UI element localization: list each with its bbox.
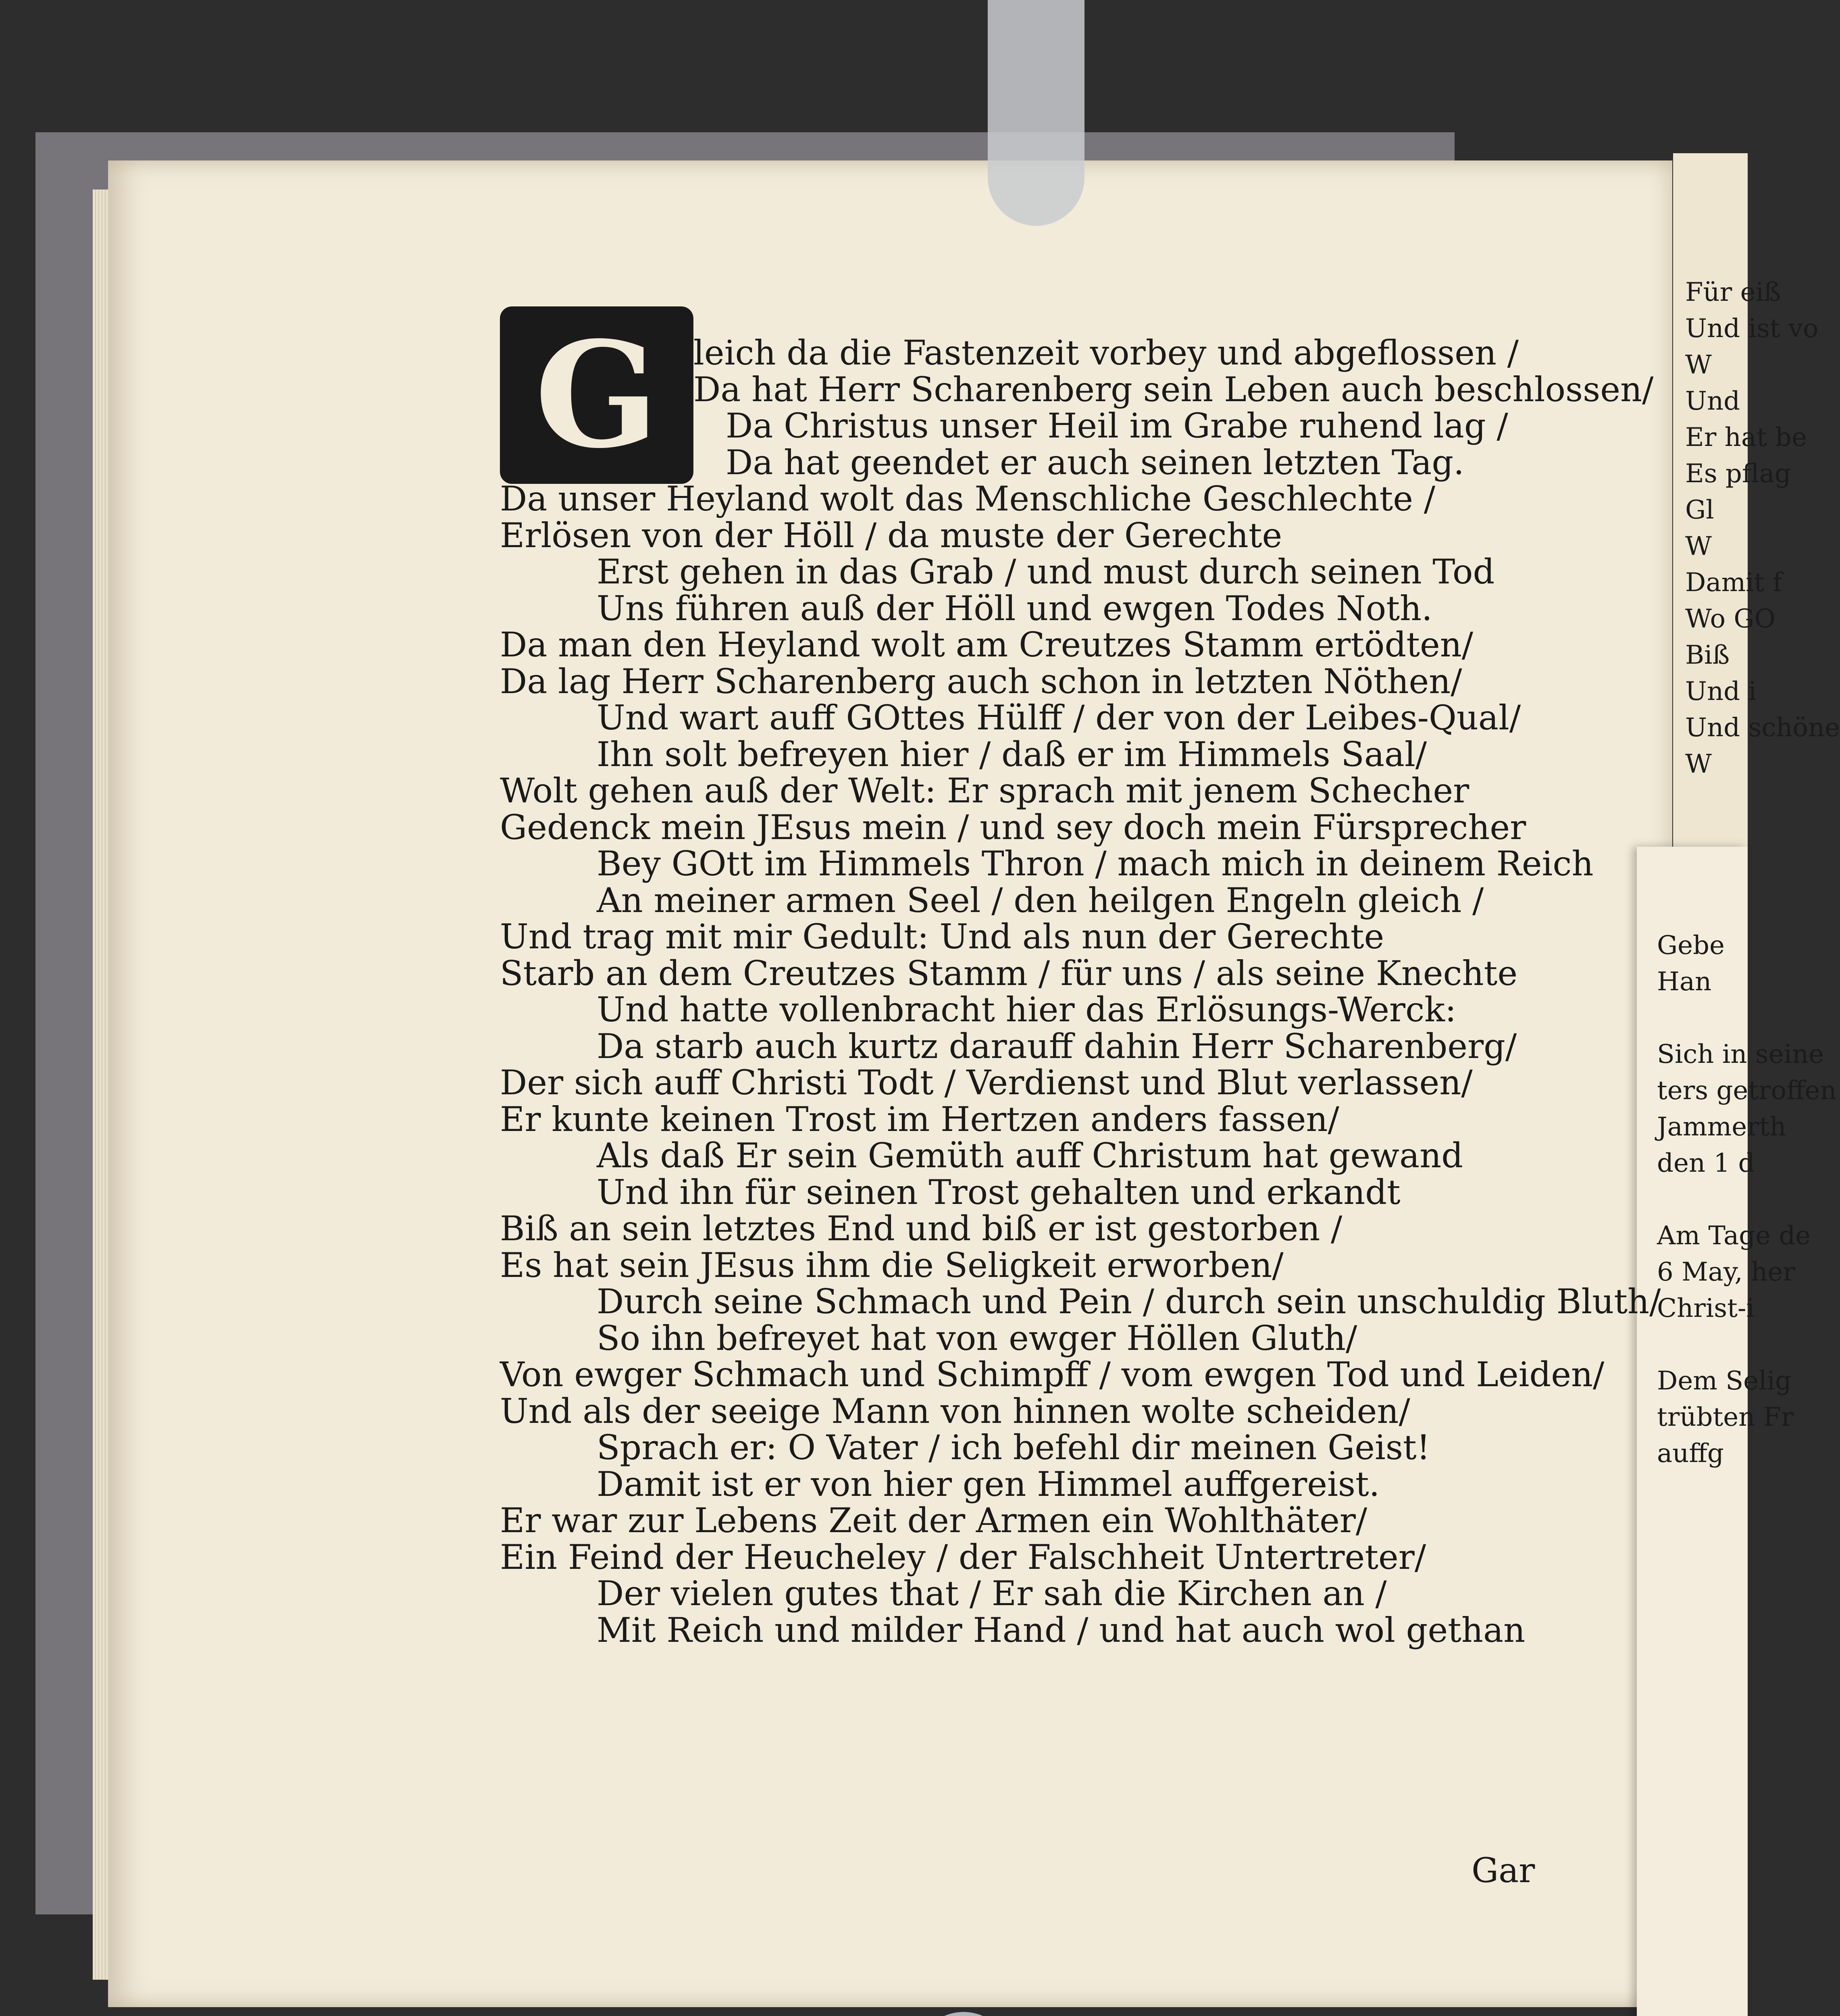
poem-line: Von ewger Schmach und Schimpff / vom ewgen Tod und Leiden/: [500, 1355, 1605, 1394]
poem-line: Ihn solt befreyen hier / daß er im Himmels Saal/: [597, 734, 1427, 774]
poem-line: Und ihn für seinen Trost gehalten und erkandt: [597, 1172, 1401, 1212]
poem-line: An meiner armen Seel / den heilgen Engeln gleich /: [597, 880, 1484, 920]
poem-line: Starb an dem Creutzes Stamm / für uns / als seine Knechte: [500, 953, 1518, 993]
poem-line: Ein Feind der Heucheley / der Falschheit Untertreter/: [500, 1537, 1426, 1577]
poem-line: Er war zur Lebens Zeit der Armen ein Wohlthäter/: [500, 1501, 1368, 1540]
poem-text: [500, 333, 1661, 1650]
catchword: Gar: [1472, 1851, 1535, 1890]
poem-line: Da hat Herr Scharenberg sein Leben auch beschlossen/: [693, 369, 1654, 409]
poem-line: Wolt gehen auß der Welt: Er sprach mit jenem Schecher: [500, 771, 1470, 810]
poem-line: Sprach er: O Vater / ich befehl dir meinen Geist!: [597, 1428, 1430, 1467]
poem-line: Da unser Heyland wolt das Menschliche Geschlechte /: [500, 479, 1436, 519]
poem-line: Damit ist er von hier gen Himmel auffgereist.: [597, 1464, 1380, 1504]
poem-line: Da starb auch kurtz darauff dahin Herr Scharenberg/: [597, 1026, 1517, 1066]
poem-line: Der vielen gutes that / Er sah die Kirchen an /: [597, 1574, 1387, 1613]
poem-line: Da Christus unser Heil im Grabe ruhend lag /: [726, 406, 1508, 446]
poem-line: Gedenck mein JEsus mein / und sey doch mein Fürsprecher: [500, 807, 1526, 847]
poem-line: Als daß Er sein Gemüth auff Christum hat gewand: [597, 1136, 1463, 1175]
poem-line: Und trag mit mir Gedult: Und als nun der Gerechte: [500, 917, 1384, 956]
page-clip-bottom: [915, 2012, 1012, 2016]
poem-line: Er kunte keinen Trost im Hertzen anders fassen/: [500, 1099, 1339, 1139]
poem-line: Da lag Herr Scharenberg auch schon in letzten Nöthen/: [500, 661, 1462, 701]
poem-line: leich da die Fastenzeit vorbey und abgeflossen /: [693, 333, 1519, 373]
poem-line: Erst gehen in das Grab / und must durch seinen Tod: [597, 552, 1495, 591]
poem-line: Mit Reich und milder Hand / und hat auch wol gethan: [597, 1610, 1526, 1650]
poem-line: Und als der seeige Mann von hinnen wolte scheiden/: [500, 1391, 1410, 1431]
poem-line: Und wart auff GOttes Hülff / der von der Leibes-Qual/: [597, 698, 1521, 737]
poem-line: Durch seine Schmach und Pein / durch sein unschuldig Bluth/: [597, 1282, 1661, 1321]
right-page-text: Für eiß Und ist vo W Und Er hat be Es pflag Gl W Damit f Wo GO Biß Und i Und schöne W: [1685, 277, 1840, 779]
poem-line: So ihn befreyet hat von ewger Höllen Gluth/: [597, 1318, 1357, 1358]
poem-line: Biß an sein letztes End und biß er ist gestorben /: [500, 1209, 1343, 1248]
page-clip-top: [988, 0, 1084, 226]
poem-line: Uns führen auß der Höll und ewgen Todes Noth.: [597, 588, 1432, 628]
poem-line: Da man den Heyland wolt am Creutzes Stamm ertödten/: [500, 625, 1474, 664]
poem-line: Der sich auff Christi Todt / Verdienst und Blut verlassen/: [500, 1063, 1473, 1102]
poem-line: Da hat geendet er auch seinen letzten Tag.: [726, 442, 1464, 482]
poem-line: Und hatte vollenbracht hier das Erlösungs-Werck:: [597, 990, 1457, 1029]
inserted-leaf-text: Gebe Han Sich in seine ters getroffen Jammerth den 1 d Am Tage de 6 May, her Christ-i Dem Selig trübten Fr auffg: [1657, 931, 1837, 1468]
poem-line: Es hat sein JEsus ihm die Seligkeit erworben/: [500, 1245, 1284, 1285]
poem-line: Erlösen von der Höll / da muste der Gerechte: [500, 515, 1282, 555]
decorated-initial: G: [500, 306, 693, 484]
poem-line: Bey GOtt im Himmels Thron / mach mich in deinem Reich: [597, 844, 1594, 883]
